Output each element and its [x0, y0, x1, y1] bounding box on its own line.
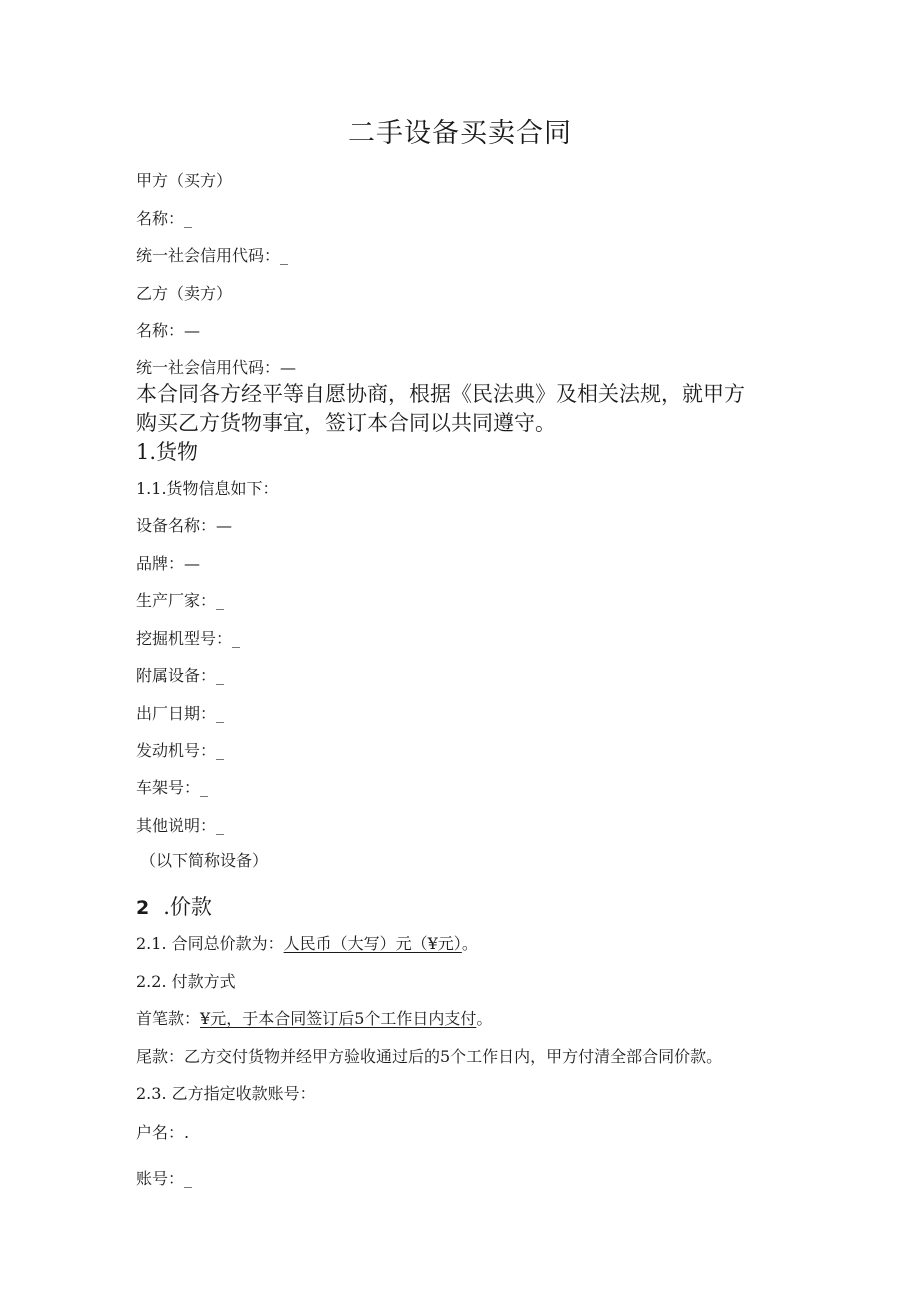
first-payment-label: 首笔款：	[136, 1009, 201, 1028]
account-number: 账号：_	[136, 1169, 193, 1188]
section-1-heading: 1.货物	[136, 440, 199, 464]
total-price-label: 2.1. 合同总价款为：	[136, 934, 284, 953]
field-manufacture-date: 出厂日期：_	[136, 704, 225, 723]
party-a-name: 名称：_	[136, 209, 193, 228]
field-device-name: 设备名称：—	[136, 516, 233, 535]
party-b-credit-code: 统一社会信用代码：—	[136, 358, 297, 377]
intro-line-2: 购买乙方货物事宜，签订本合同以共同遵守。	[136, 411, 556, 435]
field-manufacturer: 生产厂家：_	[136, 591, 225, 610]
total-price-end: 。	[461, 934, 478, 953]
section-1-1-heading: 1.1.货物信息如下：	[136, 479, 279, 498]
field-engine-number: 发动机号：_	[136, 741, 225, 760]
field-frame-number: 车架号：_	[136, 778, 209, 797]
section-2-number: 2	[136, 897, 150, 919]
section-2-heading	[136, 893, 212, 922]
field-other-notes: 其他说明：_	[136, 816, 225, 835]
device-abbreviation-note: （以下简称设备）	[140, 851, 269, 870]
payment-method-heading: 2.2. 付款方式	[136, 972, 236, 991]
account-heading: 2.3. 乙方指定收款账号：	[136, 1084, 316, 1103]
party-a-header: 甲方（买方）	[136, 171, 233, 190]
first-payment-end: 。	[476, 1009, 493, 1028]
first-payment-line	[136, 1008, 492, 1030]
total-price-line	[136, 933, 478, 955]
field-excavator-model: 挖掘机型号：_	[136, 629, 241, 648]
document-title: 二手设备买卖合同	[348, 118, 572, 149]
total-price-value: 人民币（大写）元（¥元）	[283, 934, 462, 953]
section-2-title: .价款	[163, 895, 212, 919]
final-payment-line: 尾款：乙方交付货物并经甲方验收通过后的5个工作日内，甲方付清全部合同价款。	[136, 1047, 723, 1066]
field-accessories: 附属设备：_	[136, 666, 225, 685]
intro-line-1: 本合同各方经平等自愿协商，根据《民法典》及相关法规，就甲方	[136, 382, 745, 406]
party-b-name: 名称：—	[136, 321, 201, 340]
field-brand: 品牌：—	[136, 554, 201, 573]
party-a-credit-code: 统一社会信用代码：_	[136, 246, 289, 265]
account-holder-name: 户名：.	[136, 1123, 190, 1142]
party-b-header: 乙方（卖方）	[136, 284, 233, 303]
first-payment-value: ¥元，于本合同签订后5个工作日内支付	[200, 1009, 477, 1028]
